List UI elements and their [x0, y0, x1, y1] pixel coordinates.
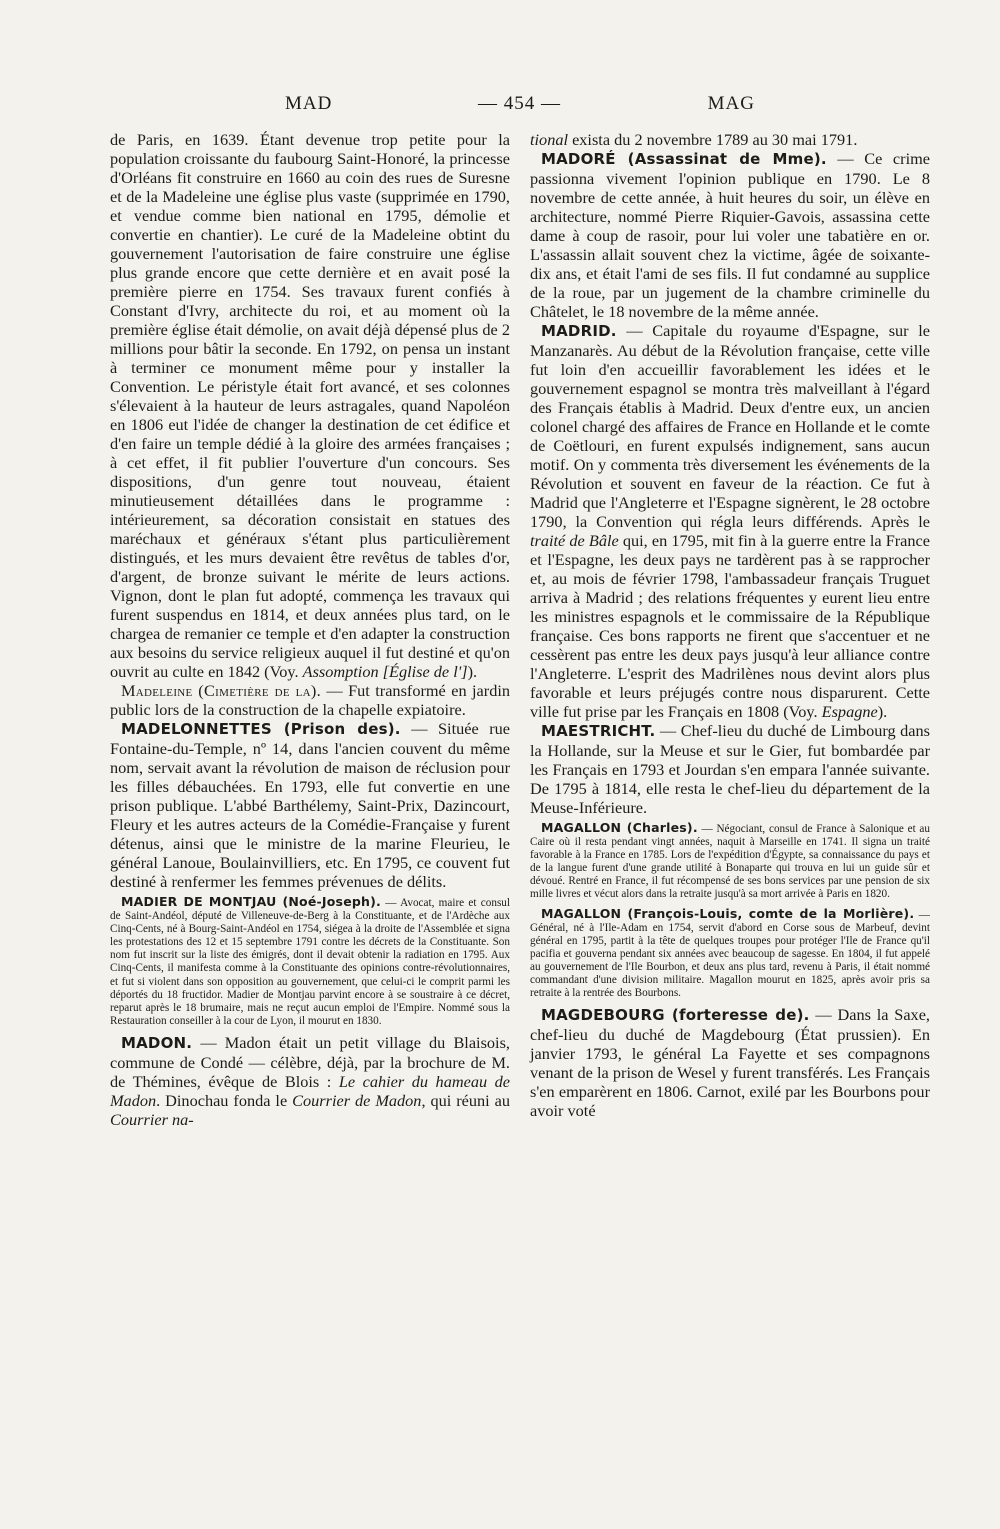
- cross-reference: traité de Bâle: [530, 531, 619, 550]
- entry-madeleine-continued: [110, 130, 510, 681]
- entry-headword: MADON.: [121, 1033, 193, 1052]
- entry-madrid: [530, 321, 930, 721]
- entry-headword: Madeleine (Cimetière de la).: [121, 681, 321, 700]
- entry-magallon-charles: [530, 821, 930, 902]
- entry-text: exista du 2 novembre 1789 au 30 mai 1791.: [568, 130, 858, 149]
- entry-text: . Dinochau fonda le: [156, 1090, 293, 1110]
- entry-maestricht: [530, 721, 930, 817]
- cross-reference: Espagne: [821, 702, 878, 721]
- entry-headword: MADRID.: [541, 322, 617, 340]
- entry-madeleine-cimetiere: [110, 681, 510, 719]
- entry-text: — Négociant, consul de France à Salonique et au Caire où il resta pendant vingt années, naquit à Marseille en 1741. Il signa un traité favorable à la France en 1785. Lors de l'expédition d'Égypte, sa connaissance du pays et de la langue furent d'une grande utilité à Bonaparte qui trouva en lui un guide sûr et dévoué. Rentré en France, il fut récompensé de ses bons services par une pension de six mille livres et vécut alors dans la retraite jusqu'à sa mort arrivée à Paris en 1820.: [530, 823, 930, 901]
- entry-text: — Chef-lieu du duché de Limbourg dans la Hollande, sur la Meuse et sur le Gier, fut bombardée par les Français en 1793 et Jourdan s'en empara l'année suivante. De 1795 à 1814, elle resta le chef-lieu du département de la Meuse-Inférieure.: [530, 721, 930, 817]
- entry-headword: MAGALLON (Charles).: [541, 820, 698, 835]
- entry-text: — Ce crime passionna vivement l'opinion publique en 1790. Le 8 novembre de cette année, à huit heures du soir, un élève en architecture, nommé Pierre Riquier-Gavois, assassina cette dame à coup de rasoir, pour lui voler une tabatière en or. L'assassin allait souvent chez la victime, âgée de soixante-dix ans, et était l'ami de ses fils. Il fut condamné au supplice de la roue, par un jugement de la chambre criminelle du Châtelet, le 18 novembre de la même année.: [530, 149, 930, 321]
- entry-text: — Avocat, maire et consul de Saint-Andéol, député de Villeneuve-de-Berg à la Constituante, et de l'Ardèche aux Cinq-Cents, né à Bourg-Saint-Andéol en 1754, siégea à la droite de l'Assemblée et signa les protestations des 12 et 15 septembre 1791 contre les décrets de la Constituante. Son nom fut inscrit sur la liste des émigrés, dont il devait obtenir la radiation en 1795. Aux Cinq-Cents, il manifesta comme à la Constituante des opinions contre-révolutionnaires, et fut si violent dans son opposition au gouvernement, que celui-ci le comprit parmi les déportés du 18 fructidor. Madier de Montjau parvint encore à se soustraire à ce décret, reparut après le 18 brumaire, mais ne reçut aucun emploi de l'Empire. Nommé sous la Restauration conseiller à la cour de Lyon, il mourut en 1830.: [110, 897, 511, 1027]
- entry-headword: MADIER DE MONTJAU (Noé-Joseph).: [121, 894, 381, 909]
- entry-madelonnettes: [110, 719, 510, 891]
- entry-text: — Dans la Saxe, chef-lieu du duché de Magdebourg (État prussien). En janvier 1793, le général La Fayette et ses compagnons venant de la prison de Wesel y furent transférés. Les Français s'en emparèrent en 1806. Carnot, exilé par les Bourbons pour avoir voté: [530, 1005, 930, 1121]
- work-title: tional: [530, 130, 568, 149]
- entry-text: , qui réuni au: [421, 1090, 511, 1110]
- entry-text: de Paris, en 1639. Étant devenue trop petite pour la population croissante du faubourg Saint-Honoré, la princesse d'Orléans fit construire en 1660 au coin des rues de Suresne et de la Madeleine une église plus vaste (supprimée en 1790, et vendue comme bien national en 1795, démolie et convertie en chantier). Le curé de la Madeleine obtint du gouvernement l'autorisation de faire construire une église plus grande encore que cette dernière et en avait posé la première pierre en 1754. Ses travaux furent confiés à Constant d'Ivry, architecte du roi, et au moment où la première église était démolie, on avait déjà dépensé plus de 2 millions pour bâtir la seconde. En 1792, on pensa un instant à terminer ce monument même pour y installer la Convention. Le péristyle était fort avancé, et ses colonnes s'élevaient à la hauteur de leurs astragales, quand Napoléon en 1806 eut l'idée de changer la destination de cet édifice et d'en faire un temple dédié à la gloire des armées françaises ; à cet effet, il fit publier l'ouverture d'un concours. Ses dispositions, d'un genre tout nouveau, étaient minutieusement détaillées dans le programme : intérieurement, sa décoration consistait en statues des maréchaux et généraux s'étant plus particulièrement distingués, et les murs devaient être revêtus de tables d'or, d'argent, de bronze suivant le mérite de leurs actions. Vignon, dont le plan fut adopté, commença les travaux qui furent suspendus en 1814, et deux années plus tard, on le chargea de remanier ce temple et d'en adapter la construction aux besoins du service religieux auquel il fut destiné et qu'on ouvrit au culte en 1842 (Voy.: [110, 130, 510, 681]
- entry-magallon-francois-louis: [530, 907, 930, 1001]
- running-head-left: MAD: [285, 93, 333, 114]
- entry-text: qui, en 1795, mit fin à la guerre entre la France et l'Espagne, les deux pays ne tardèrent pas à se rapprocher et, au mois de février 1798, l'ambassadeur français Truguet arriva à Madrid ; des relations fréquentes y eurent lieu entre les ministres espagnols et le commissaire de la République française. Ces bons rapports ne firent que s'accentuer et ne cessèrent pas entre les deux pays jusqu'à leur alliance contre l'Angleterre. L'esprit des Madrilènes nous devint alors plus favorable et leurs préjugés contre nous disparurent. Cette ville fut prise par les Français en 1808 (Voy.: [530, 531, 930, 721]
- work-title: Courrier de Madon: [292, 1090, 422, 1110]
- entry-text: ).: [467, 662, 478, 681]
- entry-madier-de-montjau: [110, 895, 510, 1028]
- right-column: [530, 130, 930, 1120]
- entry-text: — Madon était un petit village du Blaisois, commune de Condé — célèbre, déjà, par la brochure de M. de Thémines, évêque de Blois :: [110, 1032, 510, 1091]
- entry-headword: MAGDEBOURG (forteresse de).: [541, 1006, 810, 1025]
- entry-madon: [110, 1033, 510, 1129]
- entry-headword: MAGALLON (François-Louis, comte de la Morlière).: [541, 905, 915, 921]
- running-head-right: MAG: [707, 93, 755, 114]
- work-title: Courrier na-: [110, 1109, 194, 1129]
- work-title: Le cahier du hameau de Madon: [110, 1071, 510, 1110]
- entry-madon-continued: [530, 130, 930, 149]
- left-column: [110, 130, 510, 1129]
- cross-reference: Assomption [Église de l']: [302, 662, 468, 681]
- entry-magdebourg: [530, 1005, 930, 1120]
- entry-headword: MAESTRICHT.: [541, 722, 656, 740]
- entry-text: — Capitale du royaume d'Espagne, sur le Manzanarès. Au début de la Révolution française, cette ville fut loin d'en accueillir favorablement les idées et le gouvernement espagnol se montra très malveillant à l'égard des Français établis à Madrid. Deux d'entre eux, un ancien colonel chargé des affaires de France en Hollande et le comte de Coëtlouri, en furent expulsés indignement, sans aucun motif. On y commenta très diversement les événements de la Révolution et souvent en faveur de la réaction. Ce fut à Madrid que l'Angleterre et l'Espagne signèrent, le 28 octobre 1790, la Convention qui régla leurs différends. Après le: [530, 321, 930, 531]
- entry-text: — Général, né à l'Ile-Adam en 1754, servit d'abord en Corse sous de Marbeuf, devint général en 1795, partit à la tête de quelques troupes pour protéger l'Ile de France qu'il pacifia et gouverna pendant six années avec beaucoup de sagesse. En 1804, il fut appelé au gouvernement de l'Ile Bourbon, et deux ans plus tard, revenu à Paris, il était nommé commandant d'une division militaire. Magallon mourut en 1825, après avoir pris sa retraite à la rentrée des Bourbons.: [530, 908, 930, 1000]
- entry-text: ).: [877, 702, 888, 721]
- entry-headword: MADELONNETTES (Prison des).: [121, 720, 401, 738]
- running-head: [285, 93, 755, 123]
- page-number: — 454 —: [478, 93, 561, 114]
- entry-headword: MADORÉ (Assassinat de Mme).: [541, 150, 827, 168]
- entry-text: — Fut transformé en jardin public lors de la construction de la chapelle expiatoire.: [110, 681, 510, 719]
- entry-madore: [530, 149, 930, 321]
- entry-text: — Située rue Fontaine-du-Temple, nº 14, dans l'ancien couvent du même nom, servait avant la révolution de maison de réclusion pour les filles débauchées. En 1793, elle fut convertie en une prison publique. L'abbé Barthélemy, Saint-Prix, Dazincourt, Fleury et les autres acteurs de la Comédie-Française y furent détenus, ainsi que le ministre de la marine Fleurieu, le général Lanoue, Boulainvilliers, etc. En 1795, ce couvent fut destiné à renfermer les femmes prévenues de délits.: [110, 719, 510, 891]
